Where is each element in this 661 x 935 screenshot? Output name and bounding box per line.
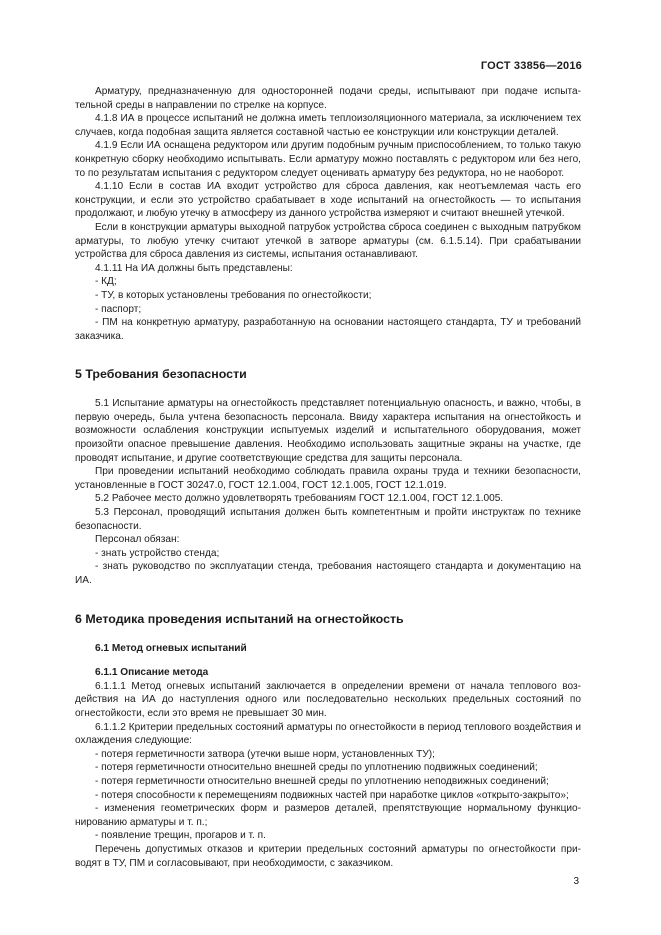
list-item: - ТУ, в которых установлены требования по огнестойкости; — [95, 289, 372, 301]
clause-4-1-11: 4.1.11 На ИА должны быть представлены: — [95, 262, 293, 274]
document-body — [75, 85, 581, 870]
paragraph: Если в конструкции арматуры выходной патрубок устройства сброса соединен с выходным патрубком арматуры, то любую утечку считают утечкой в затворе арматуры (см. 6.1.5.14). При срабатывании устройства для сброса давления из системы, испытания останавливают. — [75, 221, 581, 261]
paragraph: При проведении испытаний необходимо соблюдать правила охраны труда и техники безопасности, установленные в ГОСТ 30247.0, ГОСТ 12.1.004, ГОСТ 12.1.005, ГОСТ 12.1.019. — [75, 466, 581, 491]
list-item: - знать устройство стенда; — [95, 547, 220, 559]
section-6-heading: 6 Методика проведения испытаний на огнестойкость — [75, 611, 404, 626]
clause-4-1-10: 4.1.10 Если в состав ИА входит устройство для сброса давления, как неотъемлемая часть его конструкции, и если это устройство срабатывает в ходе испытаний на огнестойкость — то испытания продолжают, и любую утечку в атмосферу из данного устройства измеряют и считают внешней утечкой. — [75, 181, 581, 220]
clause-6-1-1-1: 6.1.1.1 Метод огневых испытаний заключается в определении времени от начала теплового воздействия на ИА до наступления одного или последовательно нескольких предельных состояний по огнестойкости, если это время не превышает 30 мин. — [75, 680, 581, 719]
list-item: - потеря герметичности относительно внешней среды по уплотнению неподвижных соединений; — [95, 775, 549, 787]
list-item: - КД; — [95, 276, 117, 288]
list-item: - знать руководство по эксплуатации стенда, требования настоящего стандарта и документацию на ИА. — [75, 561, 581, 586]
list-item: - ПМ на конкретную арматуру, разработанную на основании настоящего стандарта, ТУ и требований заказчика. — [75, 317, 581, 342]
standard-code: ГОСТ 33856—2016 — [480, 60, 582, 72]
list-item: - паспорт; — [95, 303, 142, 315]
subsection-6-1-1-heading: 6.1.1 Описание метода — [95, 667, 209, 679]
list-item: - появление трещин, прогаров и т. п. — [95, 830, 266, 842]
page-number: 3 — [573, 876, 579, 887]
paragraph: Арматуру, предназначенную для односторонней подачи среды, испытывают при подаче испытательной среды в направлении по стрелке на корпусе. — [75, 86, 581, 111]
clause-5-2: 5.2 Рабочее место должно удовлетворять требованиям ГОСТ 12.1.004, ГОСТ 12.1.005. — [95, 493, 504, 505]
clause-4-1-9: 4.1.9 Если ИА оснащена редуктором или другим подобным ручным приспособлением, то только такую конкретную сборку необходимо испытывать. Если арматуру можно поставлять с редуктором или без него, то по результатам испытания с редуктором следует оценивать арматуру без редуктора, но не наоборот. — [75, 140, 581, 179]
list-item: - потеря способности к перемещениям подвижных частей при наработке циклов «открыто-закрыто»; — [95, 789, 569, 801]
clause-5-1: 5.1 Испытание арматуры на огнестойкость представляет потенциальную опасность, и важно, чтобы, в первую очередь, была учтена безопасность персонала. Ввиду характера испытания на огнестойкость и возможности ослабления конструкции испытуемых изделий и испытательного оборудования, может произойти опасное превышение давления. Необходимо использовать защитные экраны на участке, где проводят испытание, и другие соответствующие средства для защиты персонала. — [75, 398, 581, 464]
section-5-heading: 5 Требования безопасности — [75, 367, 247, 382]
clause-6-1-1-2: 6.1.1.2 Критерии предельных состояний арматуры по огнестойкости в период теплового воздействия и охлаждения следующие: — [75, 721, 581, 747]
list-item: - потеря герметичности затвора (утечки выше норм, установленных ТУ); — [95, 748, 435, 760]
clause-4-1-8: 4.1.8 ИА в процессе испытаний не должна иметь теплоизоляционного материала, за исключением тех случаев, когда подобная защита является составной частью ее конструкции или конструкции деталей. — [75, 113, 581, 138]
list-item: - изменения геометрических форм и размеров деталей, препятствующие нормальному функционированию арматуры и т. п.; — [75, 803, 581, 828]
subsection-6-1-heading: 6.1 Метод огневых испытаний — [95, 642, 247, 654]
paragraph: Персонал обязан: — [95, 534, 180, 546]
list-item: - потеря герметичности относительно внешней среды по уплотнению подвижных соединений; — [95, 762, 538, 774]
clause-5-3: 5.3 Персонал, проводящий испытания должен быть компетентным и пройти инструктаж по технике безопасности. — [75, 507, 581, 532]
paragraph: Перечень допустимых отказов и критерии предельных состояний арматуры по огнестойкости приводят в ТУ, ПМ и согласовывают, при необходимости, с заказчиком. — [75, 843, 581, 869]
